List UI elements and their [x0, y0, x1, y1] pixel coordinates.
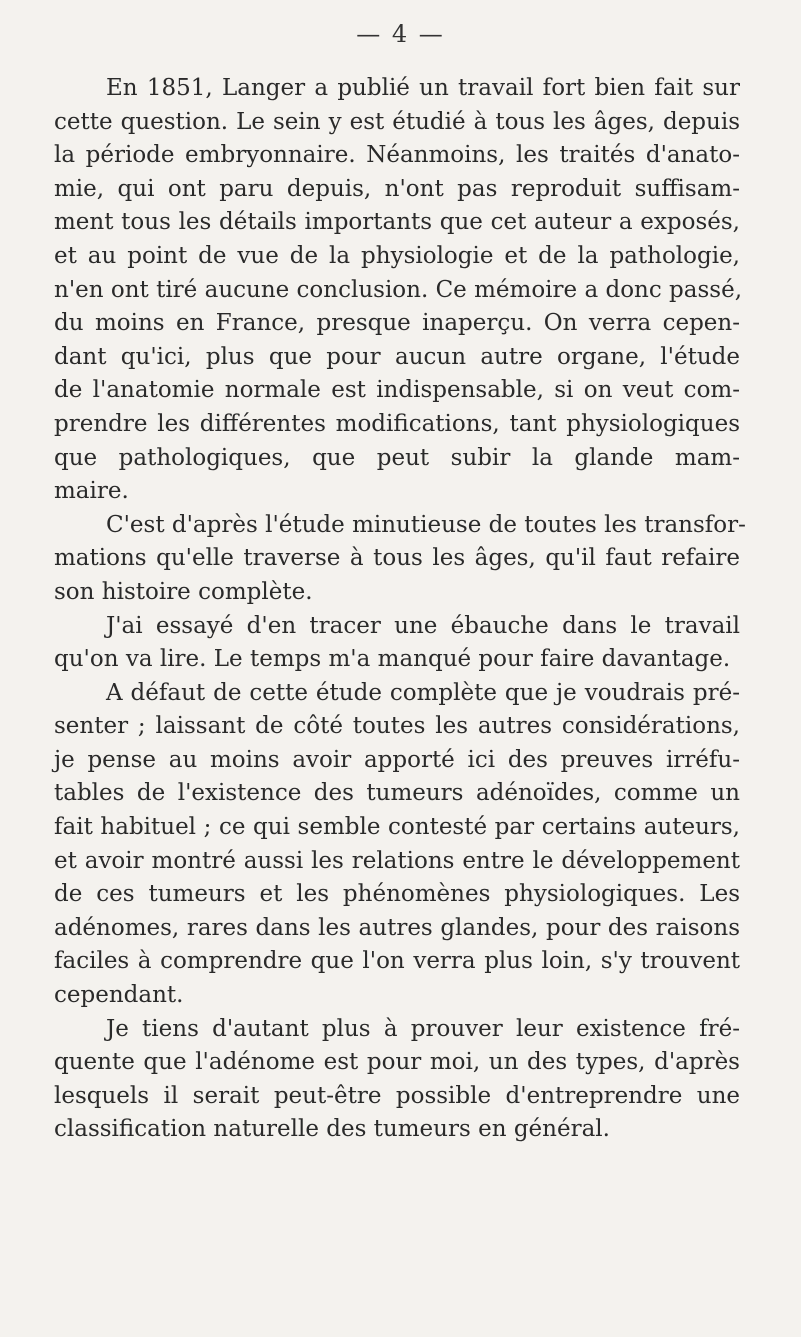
text-line: mations qu'elle traverse à tous les âges, qu'il faut refaire: [54, 545, 740, 572]
page-number: — 4 —: [356, 20, 445, 48]
text-line: faciles à comprendre que l'on verra plus loin, s'y trouvent: [54, 948, 740, 975]
text-line: classification naturelle des tumeurs en général.: [54, 1116, 610, 1143]
text-line: tables de l'existence des tumeurs adénoïdes, comme un: [54, 780, 740, 807]
text-line: n'en ont tiré aucune conclusion. Ce mémoire a donc passé,: [54, 276, 743, 303]
text-line: cependant.: [54, 982, 184, 1009]
text-line: du moins en France, presque inaperçu. On verra cepen-: [54, 310, 740, 337]
paragraph: [54, 509, 746, 610]
text-line: son histoire complète.: [54, 578, 313, 605]
paragraph: [54, 72, 743, 509]
text-line: et avoir montré aussi les relations entre le développement: [54, 847, 740, 874]
text-line: adénomes, rares dans les autres glandes, pour des raisons: [54, 914, 740, 941]
text-line: quente que l'adénome est pour moi, un des types, d'après: [54, 1049, 740, 1076]
text-line: senter ; laissant de côté toutes les autres considérations,: [54, 713, 740, 740]
paragraph: [54, 1013, 740, 1147]
text-line: prendre les différentes modifications, tant physiologiques: [54, 410, 740, 437]
text-line: J'ai essayé d'en tracer une ébauche dans le travail: [106, 612, 740, 639]
text-line: maire.: [54, 478, 129, 505]
text-line: mie, qui ont paru depuis, n'ont pas reproduit suffisam-: [54, 175, 740, 202]
text-line: fait habituel ; ce qui semble contesté par certains auteurs,: [54, 814, 740, 841]
text-line: A défaut de cette étude complète que je voudrais pré-: [106, 679, 740, 706]
text-line: cette question. Le sein y est étudié à tous les âges, depuis: [54, 108, 740, 135]
body-text: [54, 72, 746, 1147]
paragraph: [54, 677, 740, 1013]
text-line: dant qu'ici, plus que pour aucun autre organe, l'étude: [54, 343, 740, 370]
text-line: de l'anatomie normale est indispensable, si on veut com-: [54, 377, 740, 404]
text-line: Je tiens d'autant plus à prouver leur existence fré-: [106, 1015, 740, 1042]
text-line: la période embryonnaire. Néanmoins, les traités d'anato-: [54, 142, 740, 169]
text-line: lesquels il serait peut-être possible d'entreprendre une: [54, 1082, 740, 1109]
text-line: de ces tumeurs et les phénomènes physiologiques. Les: [54, 881, 740, 908]
text-line: ment tous les détails importants que cet auteur a exposés,: [54, 209, 740, 236]
text-line: je pense au moins avoir apporté ici des preuves irréfu-: [54, 746, 740, 773]
text-line: En 1851, Langer a publié un travail fort bien fait sur: [106, 75, 740, 101]
text-line: C'est d'après l'étude minutieuse de toutes les transfor-: [106, 511, 746, 538]
paragraph: [54, 610, 740, 677]
text-line: et au point de vue de la physiologie et de la pathologie,: [54, 242, 740, 269]
text-line: que pathologiques, que peut subir la glande mam-: [54, 444, 740, 471]
text-line: qu'on va lire. Le temps m'a manqué pour faire davantage.: [54, 646, 731, 673]
